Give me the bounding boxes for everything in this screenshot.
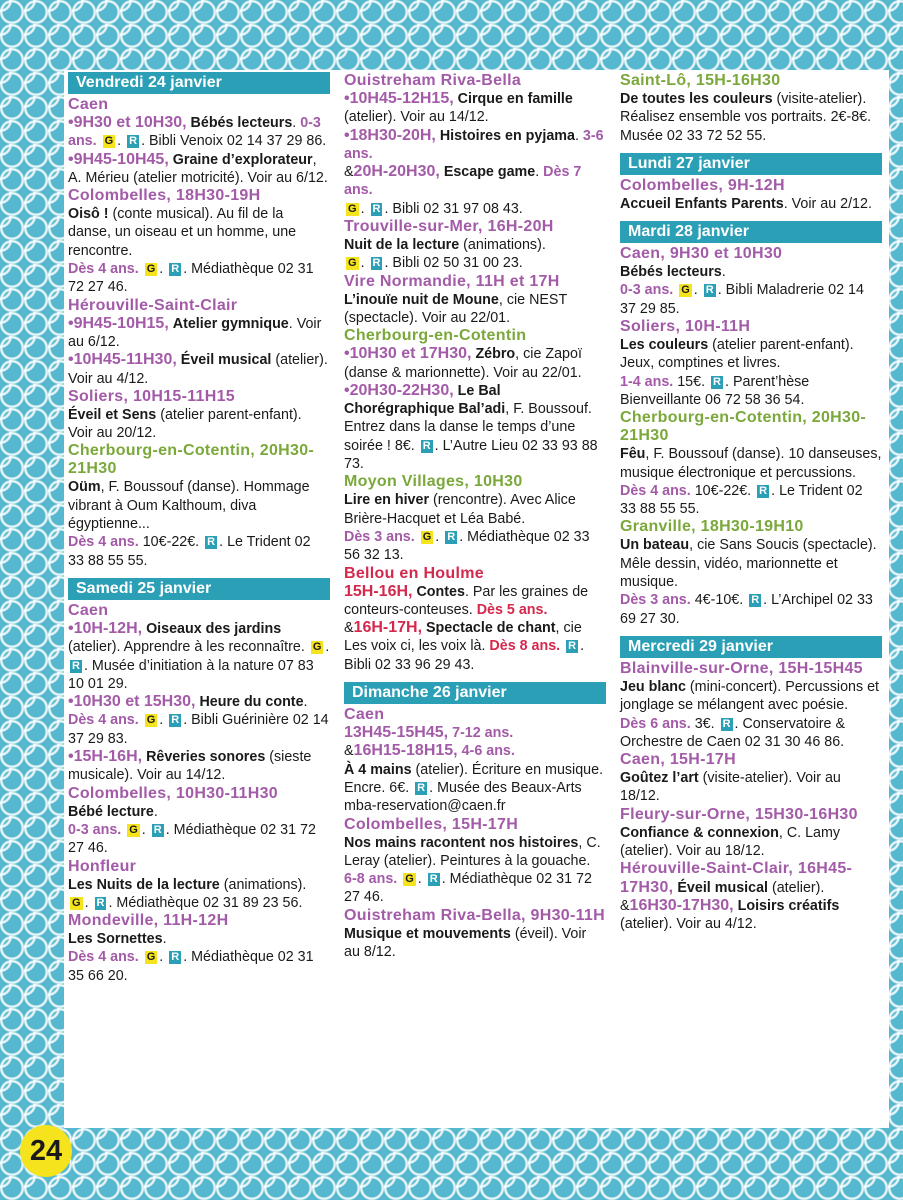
reservation-badge: R <box>372 257 381 270</box>
city-heading: Fleury-sur-Orne, 15H30-16H30 <box>620 805 858 823</box>
free-badge: G <box>312 641 322 654</box>
day-header-monday: Lundi 27 janvier <box>620 153 882 175</box>
city-heading: Cherbourg-en-Cotentin, 20H30-21H30 <box>68 442 315 478</box>
reservation-badge: R <box>72 659 80 672</box>
city-heading: Vire Normandie, 11H et 17H <box>344 272 560 290</box>
reservation-badge: R <box>713 375 721 388</box>
reservation-badge: R <box>171 951 180 964</box>
event-item: Musique et mouvements (éveil). Voir au 8/12. <box>344 925 587 960</box>
city-heading: Soliers, 10H15-11H15 <box>68 387 235 405</box>
city-heading: Ouistreham Riva-Bella, 9H30-11H <box>344 906 605 924</box>
day-header-wednesday: Mercredi 29 janvier <box>620 636 882 658</box>
event-item: Un bateau, cie Sans Soucis (spectacle). Mêle dessin, vidéo, marionnette et musique. Dès 3 ans. 4€-10€. R . L’Archipel 02 33 69 27 30. <box>620 537 877 627</box>
free-badge: G <box>72 896 81 909</box>
city-heading: Caen <box>68 601 109 619</box>
city-heading: Colombelles, 18H30-19H <box>68 187 261 205</box>
reservation-badge: R <box>568 640 577 653</box>
city-heading: Ouistreham Riva-Bella <box>344 72 522 89</box>
column-3 <box>620 72 882 934</box>
city-heading: Caen <box>344 706 385 724</box>
free-badge: G <box>146 951 156 964</box>
event-item: Lire en hiver (rencontre). Avec Alice Brière-Hacquet et Léa Babé. Dès 3 ans. G . R . Médiathèque 02 33 56 32 13. <box>344 492 590 564</box>
event-item: 15H-16H, Contes. Par les graines de conteurs-conteuses. Dès 5 ans. <box>344 582 589 618</box>
agenda-page <box>64 70 889 1128</box>
free-badge: G <box>422 530 432 543</box>
event-item: •20H30-22H30, Le Bal Chorégraphique Bal’adi, F. Boussouf. Entrez dans la danse le temps d’une soirée ! 8€. R . L’Autre Lieu 02 33 93 88 73. <box>344 381 598 473</box>
event-item: 13H45-15H45, 7-12 ans. &16H15-18H15, 4-6 ans. À 4 mains (atelier). Écriture en musique. Encre. 6€. R . Musée des Beaux-Arts mba-reservation@caen.fr <box>344 724 604 815</box>
city-heading: Hérouville-Saint-Clair, 16H45-17H30, <box>620 860 853 896</box>
event-item: Fêu, F. Boussouf (danse). 10 danseuses, musique électronique et percussions. Dès 4 ans. 10€-22€. R . Le Trident 02 33 88 55 55. <box>620 446 882 518</box>
free-badge: G <box>348 257 357 270</box>
free-badge: G <box>348 202 357 215</box>
day-header-tuesday: Mardi 28 janvier <box>620 221 882 243</box>
reservation-badge: R <box>96 896 105 909</box>
event-item: Goûtez l’art (visite-atelier). Voir au 18/12. <box>620 770 841 805</box>
day-header-friday: Vendredi 24 janvier <box>68 72 330 94</box>
event-item: L’inouïe nuit de Moune, cie NEST (spectacle). Voir au 22/01. <box>344 291 567 326</box>
city-heading: Cherbourg-en-Cotentin, 20H30-21H30 <box>620 409 867 445</box>
free-badge: G <box>146 714 156 727</box>
event-item: Hérouville-Saint-Clair, 16H45-17H30, Éveil musical (atelier). &16H30-17H30, Loisirs créatifs (atelier). Voir au 4/12. <box>620 860 853 933</box>
free-badge: G <box>146 263 156 276</box>
event-item: •10H30 et 17H30, Zébro, cie Zapoï (danse & marionnette). Voir au 22/01. <box>344 345 582 381</box>
event-item: Les Sornettes. Dès 4 ans. G . R . Médiathèque 02 31 35 66 20. <box>68 931 314 984</box>
reservation-badge: R <box>422 439 431 452</box>
event-item: •15H-16H, Rêveries sonores (sieste musicale). Voir au 14/12. <box>68 748 312 784</box>
reservation-badge: R <box>171 263 180 276</box>
reservation-badge: R <box>153 823 162 836</box>
event-item: Nuit de la lecture (animations). G . R . Bibli 02 50 31 00 23. <box>344 237 546 272</box>
event-item: Éveil et Sens (atelier parent-enfant). Voir au 20/12. <box>68 406 302 442</box>
event-item: •9H45-10H45, Graine d’explorateur, A. Mérieu (atelier motricité). Voir au 6/12. <box>68 150 328 186</box>
city-heading: Caen, 15H-17H <box>620 751 736 769</box>
reservation-badge: R <box>722 717 731 730</box>
event-item: Les Nuits de la lecture (animations). G . R . Médiathèque 02 31 89 23 56. <box>68 876 307 911</box>
city-heading: Soliers, 10H-11H <box>620 318 751 336</box>
column-1 <box>68 72 330 985</box>
event-item: •10H45-11H30, Éveil musical (atelier). Voir au 4/12. <box>68 351 328 387</box>
city-heading: Granville, 18H30-19H10 <box>620 518 804 536</box>
reservation-badge: R <box>372 202 381 215</box>
event-item: Accueil Enfants Parents. Voir au 2/12. <box>620 195 872 212</box>
city-heading: Blainville-sur-Orne, 15H-15H45 <box>620 659 863 677</box>
reservation-badge: R <box>705 284 714 297</box>
reservation-badge: R <box>171 714 180 727</box>
event-item: •18H30-20H, Histoires en pyjama. 3-6 ans. &20H-20H30, Escape game. Dès 7 ans. G . R . Bibli 02 31 97 08 43. <box>344 126 604 217</box>
reservation-badge: R <box>759 484 768 497</box>
city-heading: Caen, 9H30 et 10H30 <box>620 245 783 263</box>
event-item: Oisô ! (conte musical). Au fil de la danse, un oiseau et un homme, une rencontre. Dès 4 ans. G . R . Médiathèque 02 31 72 27 46. <box>68 206 314 296</box>
free-badge: G <box>681 284 690 297</box>
event-item: Oüm, F. Boussouf (danse). Hommage vibrant à Oum Kalthoum, diva égyptienne... Dès 4 ans. 10€-22€. R . Le Trident 02 33 88 55 55. <box>68 479 311 569</box>
reservation-badge: R <box>129 135 138 148</box>
free-badge: G <box>104 135 114 148</box>
city-heading: Trouville-sur-Mer, 16H-20H <box>344 218 554 236</box>
city-heading: Moyon Villages, 10H30 <box>344 473 523 491</box>
event-item: &16H-17H, Spectacle de chant, cie Les voix ci, les voix là. Dès 8 ans. R . Bibli 02 33 96 29 43. <box>344 619 585 673</box>
city-heading: Colombelles, 9H-12H <box>620 176 785 194</box>
event-item: •10H-12H, Oiseaux des jardins (atelier). Apprendre à les reconnaître. G . R . Musée d’initiation à la nature 07 83 10 01 29. <box>68 619 330 692</box>
day-header-sunday: Dimanche 26 janvier <box>344 682 606 704</box>
reservation-badge: R <box>429 873 438 886</box>
event-item: •9H45-10H15, Atelier gymnique. Voir au 6/12. <box>68 314 322 350</box>
city-heading: Saint-Lô, 15H-16H30 <box>620 72 781 89</box>
event-item: Nos mains racontent nos histoires, C. Leray (atelier). Peintures à la gouache. 6-8 ans. G . R . Médiathèque 02 31 72 27 46. <box>344 834 601 906</box>
page-number: 24 <box>20 1125 72 1177</box>
event-item: Les couleurs (atelier parent-enfant). Jeux, comptines et livres. 1-4 ans. 15€. R . Parent’hèse Bienveillante 06 72 58 36 54. <box>620 337 854 408</box>
city-heading: Caen <box>68 96 109 113</box>
day-header-saturday: Samedi 25 janvier <box>68 578 330 600</box>
city-heading: Mondeville, 11H-12H <box>68 912 229 930</box>
reservation-badge: R <box>751 594 760 607</box>
event-item: Jeu blanc (mini-concert). Percussions et jonglage se mélangent avec poésie. Dès 6 ans. 3€. R . Conservatoire & Orchestre de Caen 02 31 30 46 86. <box>620 678 880 750</box>
event-item: Confiance & connexion, C. Lamy (atelier). Voir au 18/12. <box>620 824 841 860</box>
event-item: Bébé lecture. 0-3 ans. G . R . Médiathèque 02 31 72 27 46. <box>68 803 316 857</box>
reservation-badge: R <box>207 536 216 549</box>
event-item: •9H30 et 10H30, Bébés lecteurs. 0-3 ans. G . R . Bibli Venoix 02 14 37 29 86. <box>68 114 327 150</box>
event-item: De toutes les couleurs (visite-atelier). Réalisez ensemble vos portraits. 2€-8€. Musée 02 33 72 52 55. <box>620 91 872 144</box>
free-badge: G <box>129 823 138 836</box>
reservation-badge: R <box>417 781 426 794</box>
city-heading: Hérouville-Saint-Clair <box>68 296 238 314</box>
reservation-badge: R <box>447 530 456 543</box>
event-item: Bébés lecteurs. 0-3 ans. G . R . Bibli Maladrerie 02 14 37 29 85. <box>620 264 864 317</box>
event-item: •10H30 et 15H30, Heure du conte. Dès 4 ans. G . R . Bibli Guérinière 02 14 37 29 83. <box>68 693 329 747</box>
city-heading: Colombelles, 15H-17H <box>344 815 519 833</box>
city-heading: Colombelles, 10H30-11H30 <box>68 784 278 802</box>
free-badge: G <box>405 873 414 886</box>
column-2 <box>344 72 606 961</box>
city-heading: Bellou en Houlme <box>344 564 484 582</box>
city-heading: Honfleur <box>68 857 137 875</box>
city-heading: Cherbourg-en-Cotentin <box>344 327 527 345</box>
event-item: •10H45-12H15, Cirque en famille (atelier). Voir au 14/12. <box>344 90 573 126</box>
